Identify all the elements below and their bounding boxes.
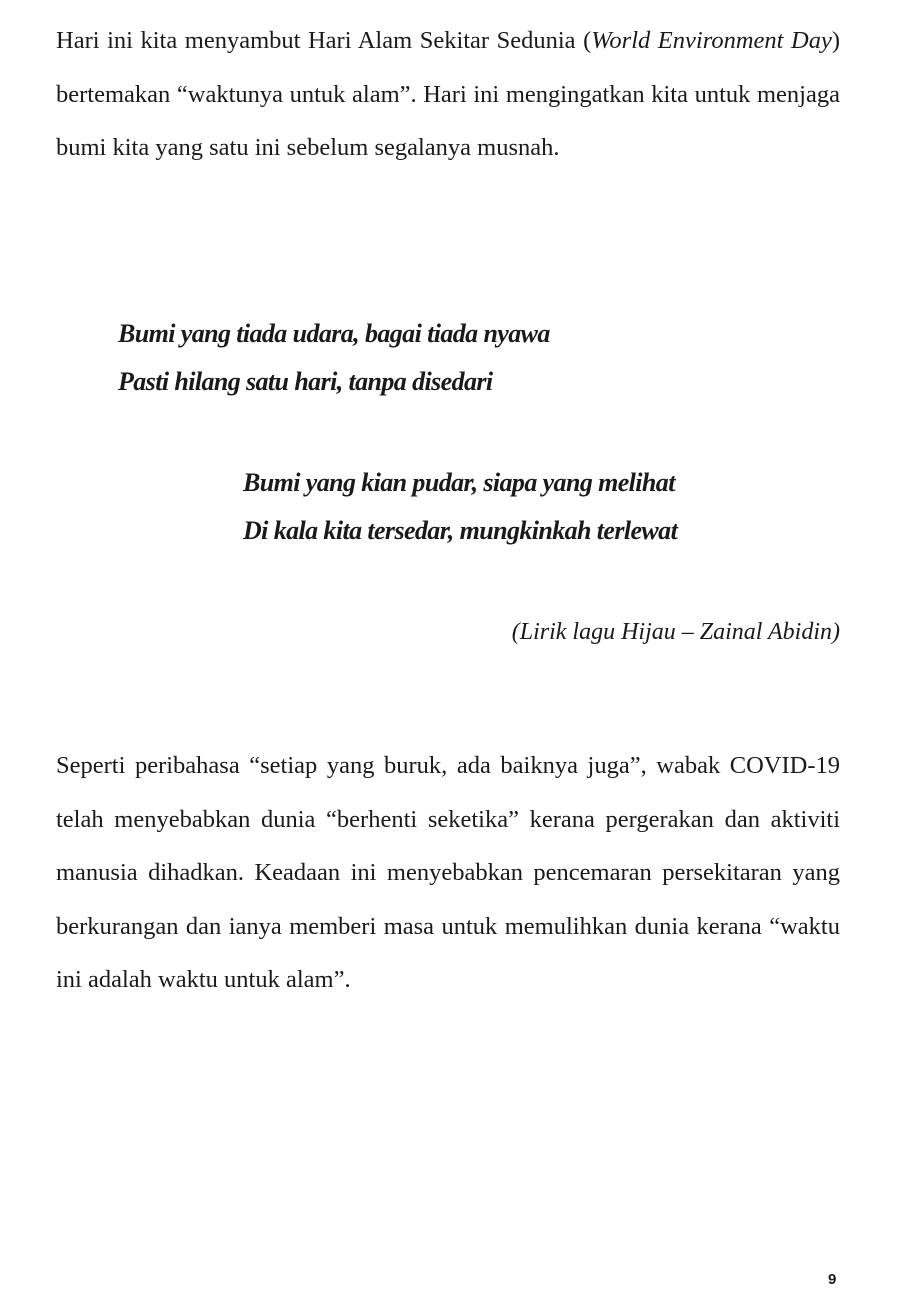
intro-text-end: ) bertemakan “waktunya untuk alam”. Hari ini mengingatkan kita untuk menjaga bumi kita yang satu ini sebelum segalanya musnah. xyxy=(56,27,840,161)
lyric-verse-2 xyxy=(243,459,677,555)
lyric-line: Pasti hilang satu hari, tanpa disedari xyxy=(118,367,493,396)
body-paragraph: Seperti peribahasa “setiap yang buruk, ada baiknya juga”, wabak COVID-19 telah menyebabkan dunia “berhenti seketika” kerana pergerakan dan aktiviti manusia dihadkan. Keadaan ini menyebabkan pencemaran persekitaran yang berkurangan dan ianya memberi masa untuk memulihkan dunia kerana “waktu ini adalah waktu untuk alam”. xyxy=(56,752,840,993)
page-number: 9 xyxy=(828,1271,837,1288)
lyric-line: Bumi yang kian pudar, siapa yang melihat xyxy=(243,468,675,497)
lyric-verse-1 xyxy=(118,310,550,406)
intro-italic-term: World Environment Day xyxy=(591,27,832,54)
lyric-line: Di kala kita tersedar, mungkinkah terlewat xyxy=(243,516,678,545)
intro-text-start: Hari ini kita menyambut Hari Alam Sekitar Sedunia ( xyxy=(56,27,592,54)
lyric-citation: (Lirik lagu Hijau – Zainal Abidin) xyxy=(511,619,840,645)
intro-paragraph xyxy=(56,14,840,175)
lyric-line: Bumi yang tiada udara, bagai tiada nyawa xyxy=(118,319,550,348)
